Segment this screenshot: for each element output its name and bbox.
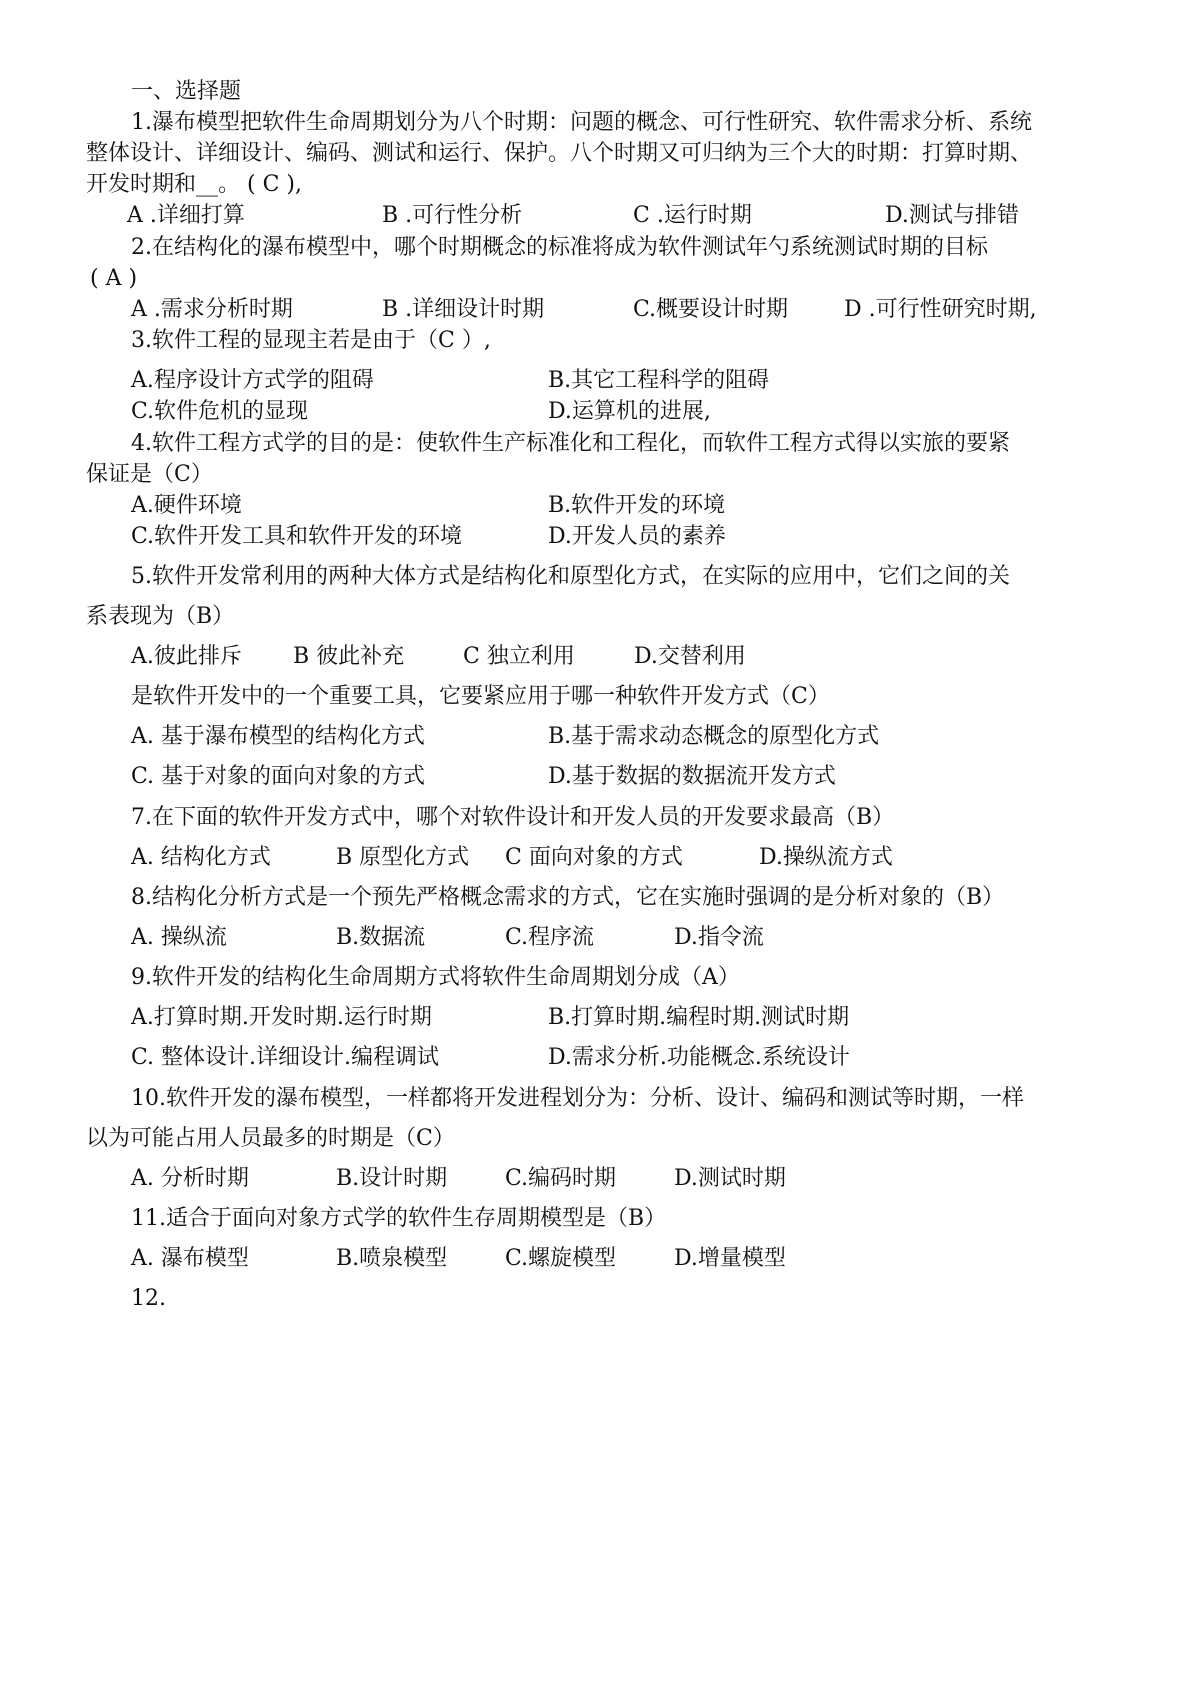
question-7-line-1: 7.在下面的软件开发方式中，哪个对软件设计和开发人员的开发要求最高（B）	[131, 805, 895, 830]
question-8-option-b: B.数据流	[336, 925, 426, 950]
question-8-option-d: D.指令流	[674, 925, 764, 950]
question-9-line-1: 9.软件开发的结构化生命周期方式将软件生命周期划分成（A）	[131, 965, 740, 990]
question-9-option-a: A.打算时期.开发时期.运行时期	[131, 1005, 432, 1030]
question-1-line-2: 整体设计、详细设计、编码、测试和运行、保护。八个时期又可归纳为三个大的时期：打算时期、	[86, 141, 1033, 166]
question-6-option-b: B.基于需求动态概念的原型化方式	[548, 724, 880, 749]
question-11-option-c: C.螺旋模型	[505, 1246, 617, 1271]
question-2-option-a: A .需求分析时期	[131, 297, 293, 322]
question-10-option-b: B.设计时期	[336, 1166, 448, 1191]
question-11-option-b: B.喷泉模型	[336, 1246, 448, 1271]
question-9-option-c: C. 整体设计.详细设计.编程调试	[131, 1045, 440, 1070]
question-6-option-a: A. 基于瀑布模型的结构化方式	[131, 724, 425, 749]
question-2-option-b: B .详细设计时期	[382, 297, 545, 322]
question-5-line-1: 5.软件开发常利用的两种大体方式是结构化和原型化方式，在实际的应用中，它们之间的关	[131, 564, 1010, 589]
question-7-option-b: B 原型化方式	[336, 845, 470, 870]
question-5-option-a: A.彼此排斥	[131, 644, 242, 669]
question-10-option-d: D.测试时期	[674, 1166, 786, 1191]
question-1-option-d: D.测试与排错	[885, 203, 1019, 228]
question-1-line-1: 1.瀑布模型把软件生命周期划分为八个时期：问题的概念、可行性研究、软件需求分析、系统	[131, 110, 1032, 135]
question-4-option-d: D.开发人员的素养	[548, 524, 726, 549]
question-2-line-1: 2.在结构化的瀑布模型中，哪个时期概念的标准将成为软件测试年勺系统测试时期的目标	[131, 235, 988, 260]
question-2-line-2: ( A )	[90, 266, 138, 291]
question-5-option-b: B 彼此补充	[293, 644, 405, 669]
question-10-line-1: 10.软件开发的瀑布模型，一样都将开发进程划分为：分析、设计、编码和测试等时期，一样	[131, 1086, 1024, 1111]
question-12-line-1: 12.	[131, 1286, 166, 1311]
question-3-option-d: D.运算机的进展,	[548, 399, 711, 424]
question-5-line-2: 系表现为（B）	[86, 604, 235, 629]
question-6-option-d: D.基于数据的数据流开发方式	[548, 764, 836, 789]
question-8-line-1: 8.结构化分析方式是一个预先严格概念需求的方式，它在实施时强调的是分析对象的（B）	[131, 885, 1005, 910]
question-3-option-b: B.其它工程科学的阻碍	[548, 368, 770, 393]
question-4-option-b: B.软件开发的环境	[548, 493, 726, 518]
question-7-option-d: D.操纵流方式	[759, 845, 893, 870]
question-8-option-c: C.程序流	[505, 925, 595, 950]
question-1-option-c: C .运行时期	[633, 203, 752, 228]
question-7-option-c: C 面向对象的方式	[505, 845, 683, 870]
question-5-option-d: D.交替利用	[634, 644, 746, 669]
question-9-option-b: B.打算时期.编程时期.测试时期	[548, 1005, 850, 1030]
question-3-option-c: C.软件危机的显现	[131, 399, 309, 424]
question-1-option-a: A .详细打算	[127, 203, 245, 228]
question-4-line-1: 4.软件工程方式学的目的是：使软件生产标准化和工程化，而软件工程方式得以实旅的要紧	[131, 431, 1010, 456]
question-8-option-a: A. 操纵流	[131, 925, 227, 950]
question-10-option-c: C.编码时期	[505, 1166, 617, 1191]
question-4-option-a: A.硬件环境	[131, 493, 242, 518]
question-10-option-a: A. 分析时期	[131, 1166, 249, 1191]
question-2-option-c: C.概要设计时期	[633, 297, 789, 322]
question-11-option-a: A. 瀑布模型	[131, 1246, 249, 1271]
question-3-line-1: 3.软件工程的显现主若是由于（C ）,	[131, 328, 491, 353]
question-2-option-d: D .可行性研究时期,	[844, 297, 1037, 322]
question-10-line-2: 以为可能占用人员最多的时期是（C）	[86, 1126, 455, 1151]
question-3-option-a: A.程序设计方式学的阻碍	[131, 368, 374, 393]
question-4-line-2: 保证是（C）	[86, 462, 213, 487]
question-5-option-c: C 独立利用	[463, 644, 575, 669]
question-4-option-c: C.软件开发工具和软件开发的环境	[131, 524, 463, 549]
question-1-option-b: B .可行性分析	[382, 203, 523, 228]
question-6-option-c: C. 基于对象的面向对象的方式	[131, 764, 426, 789]
question-11-line-1: 11.适合于面向对象方式学的软件生存周期模型是（B）	[131, 1206, 667, 1231]
question-7-option-a: A. 结构化方式	[131, 845, 271, 870]
section-title: 一、选择题	[131, 79, 242, 104]
question-9-option-d: D.需求分析.功能概念.系统设计	[548, 1045, 850, 1070]
question-6-line-1: 是软件开发中的一个重要工具，它要紧应用于哪一种软件开发方式（C）	[131, 684, 830, 709]
question-11-option-d: D.增量模型	[674, 1246, 786, 1271]
question-1-line-3: 开发时期和__。 ( C ),	[86, 172, 302, 197]
